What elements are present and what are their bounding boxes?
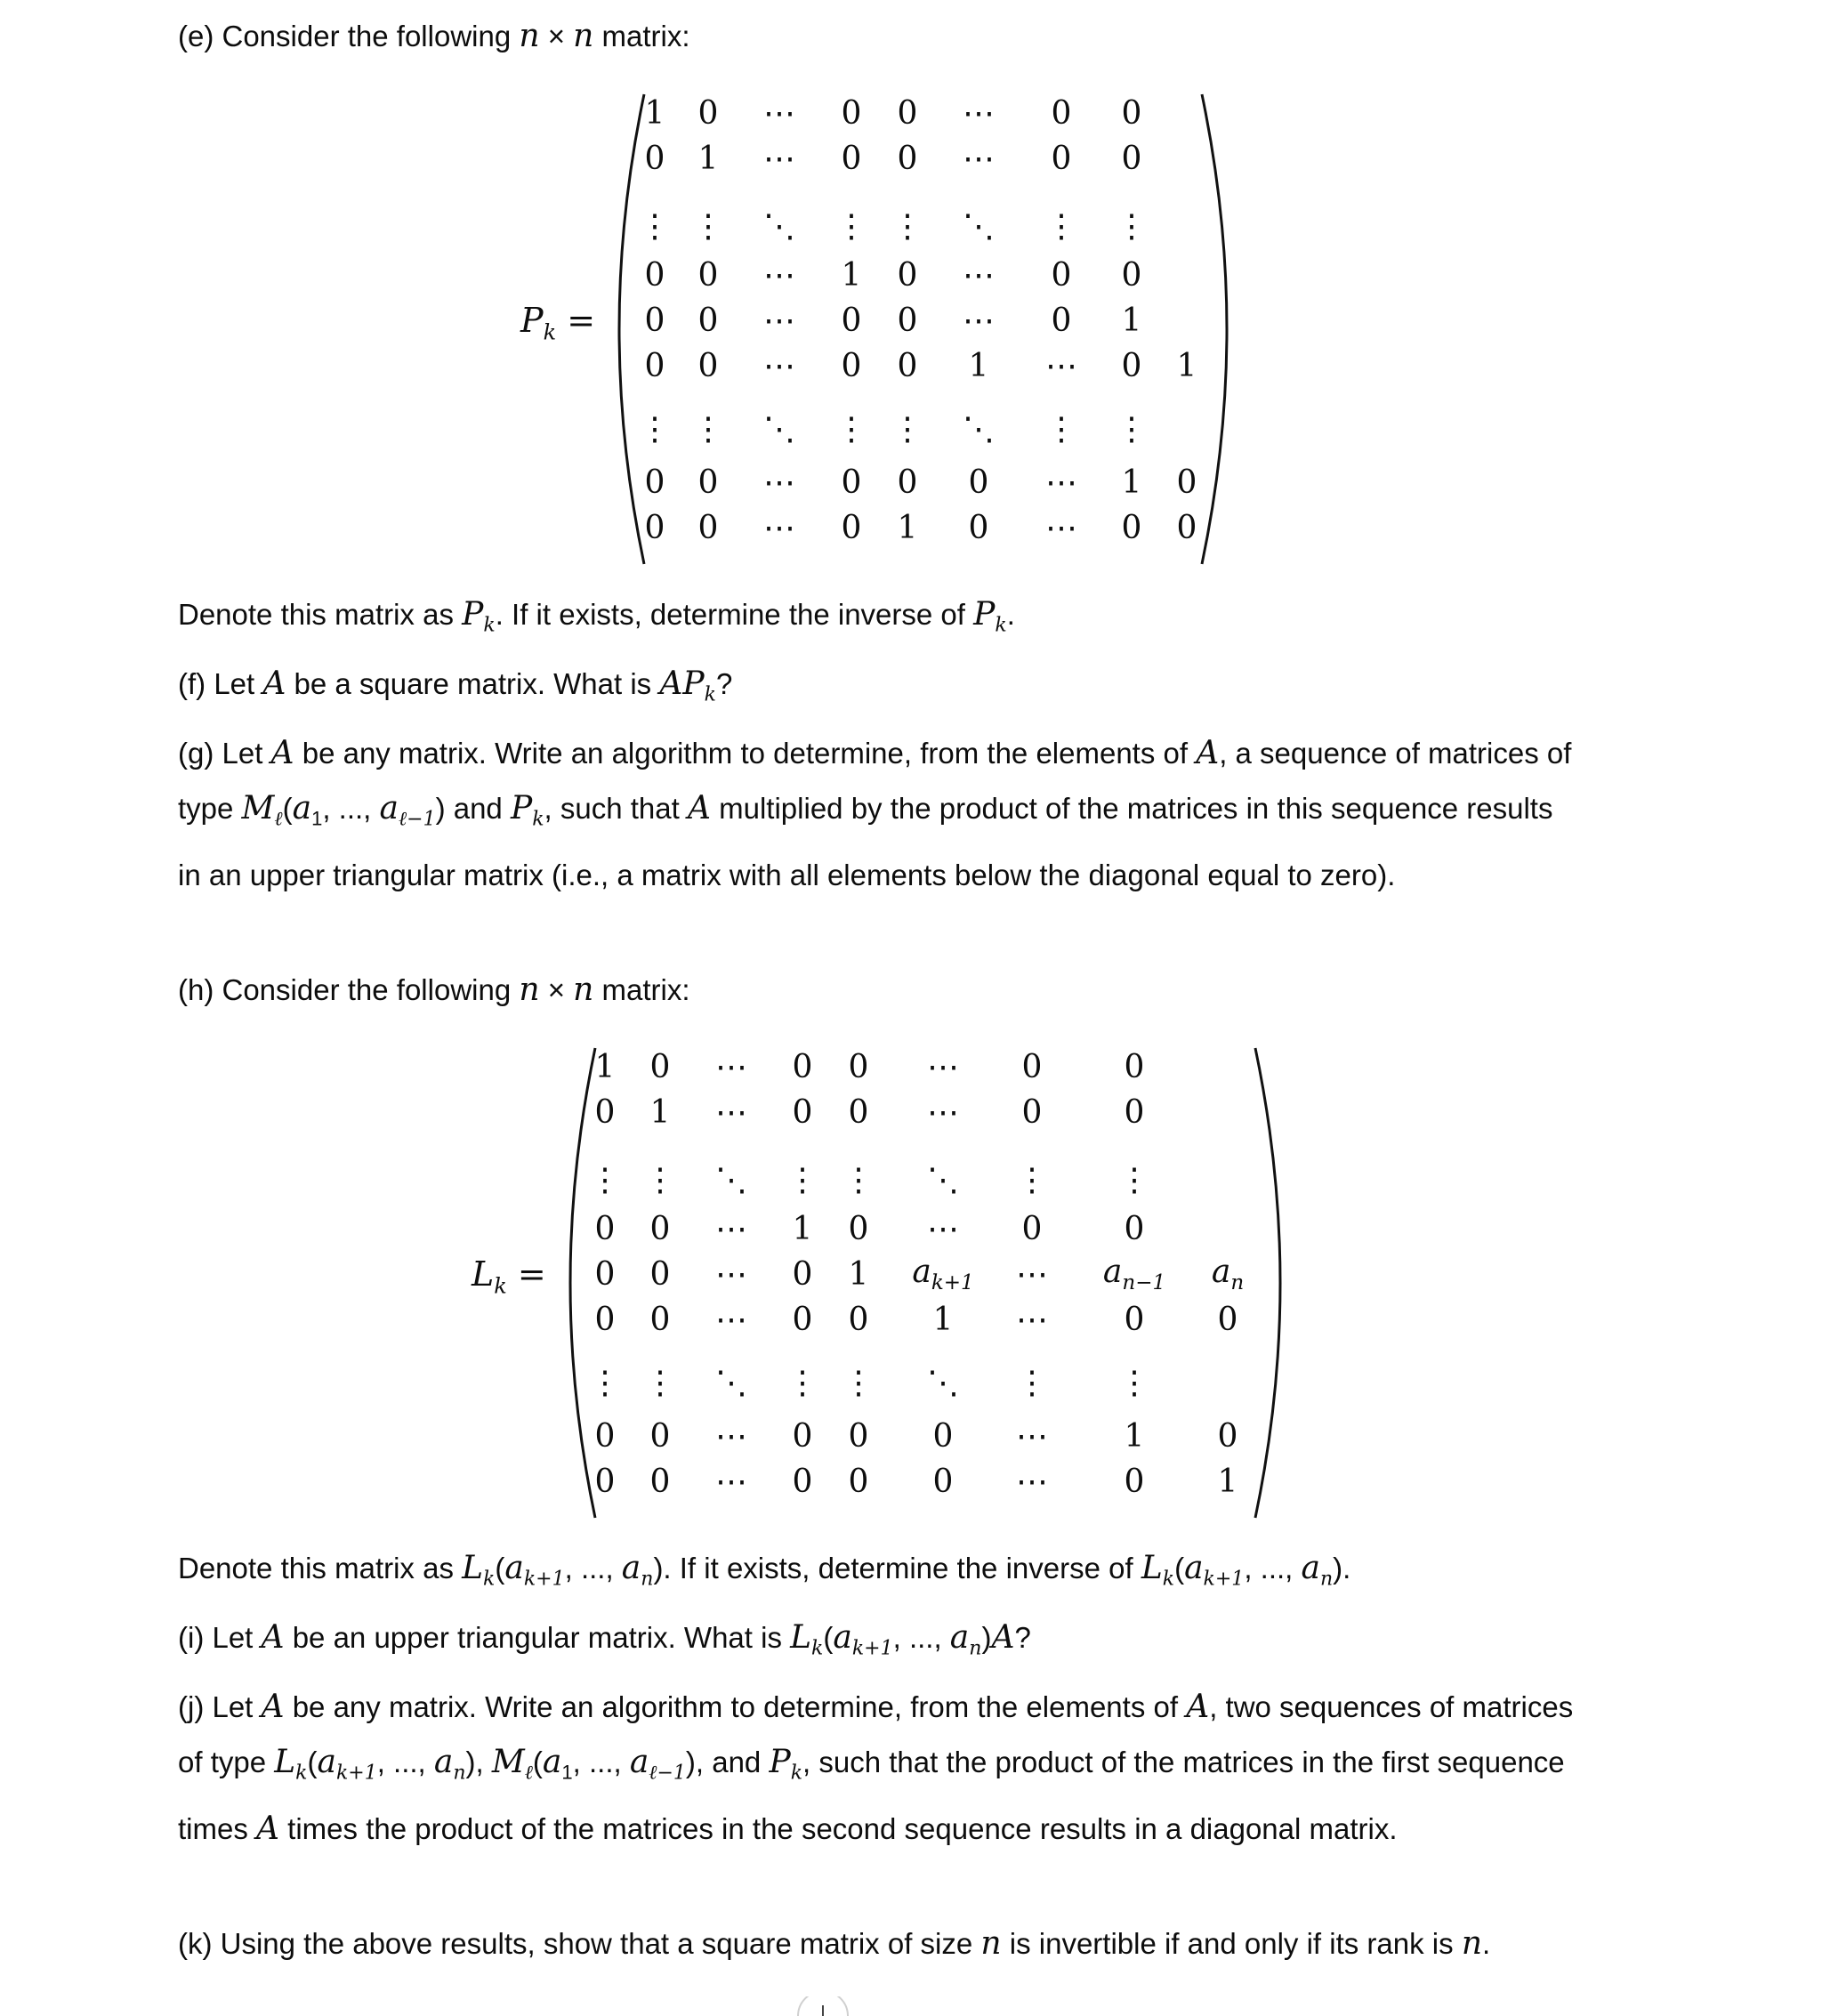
matrix-p-cell: 0	[644, 510, 665, 546]
matrix-l-cell: ⋱	[927, 1365, 959, 1401]
matrix-l-cell: 0	[1124, 1211, 1145, 1247]
part-h-after: Denote this matrix as $L_k(a_{k+1}$, ..., $a_n$). If it exists, determine the inverse of $L_k(a_{k+1}$, ..., $a_n$).	[178, 1550, 1351, 1591]
matrix-l-cell: ⋯	[927, 1049, 959, 1085]
matrix-l-cell: $a_{n-1}$	[1102, 1253, 1166, 1295]
matrix-l-cell: 0	[594, 1418, 616, 1455]
matrix-l-cell: 0	[792, 1094, 813, 1131]
matrix-p-cell: ⋯	[963, 95, 995, 132]
matrix-p-cell: 0	[841, 141, 862, 177]
matrix-l	[0, 1043, 1822, 1523]
matrix-l-cell: ⋮	[589, 1365, 621, 1401]
matrix-p-cell: ⋯	[763, 464, 795, 501]
matrix-p-cell: ⋯	[963, 257, 995, 294]
matrix-l-cell: 0	[649, 1418, 671, 1455]
matrix-l-cell: ⋯	[1016, 1302, 1048, 1338]
part-h-intro: (h) Consider the following n × n matrix:	[178, 972, 690, 1008]
matrix-p-cell: 0	[644, 141, 665, 177]
matrix-l-cell: 0	[1124, 1464, 1145, 1500]
matrix-l-cell: ⋮	[842, 1162, 875, 1198]
matrix-p-cell: 0	[1051, 141, 1072, 177]
matrix-p-cell: 0	[1051, 257, 1072, 294]
matrix-l-cell: 1	[792, 1211, 813, 1247]
matrix-l-cell: 1	[1217, 1464, 1238, 1500]
matrix-l-cell: 0	[792, 1302, 813, 1338]
matrix-p-cell: ⋮	[1045, 411, 1077, 448]
matrix-l-cell: 0	[848, 1302, 869, 1338]
matrix-l-cell: 0	[1124, 1049, 1145, 1085]
matrix-l-cell: 0	[848, 1418, 869, 1455]
matrix-l-cell: ⋯	[715, 1302, 747, 1338]
matrix-p-cell: 0	[968, 510, 989, 546]
matrix-l-cell: ⋯	[715, 1094, 747, 1131]
matrix-p-cell: 0	[968, 464, 989, 501]
matrix-p-cell: 0	[1121, 95, 1142, 132]
matrix-l-cell: 1	[848, 1256, 869, 1293]
matrix-p-cell: 0	[697, 348, 719, 384]
matrix-p-cell: ⋱	[763, 411, 795, 448]
matrix-l-cell: 0	[649, 1302, 671, 1338]
matrix-p-cell: 1	[1121, 464, 1142, 501]
matrix-p-cell: 0	[897, 464, 918, 501]
matrix-p-cell: ⋱	[963, 208, 995, 245]
matrix-p-cell: ⋮	[692, 411, 724, 448]
matrix-l-cell: 0	[792, 1418, 813, 1455]
matrix-p-cell: 1	[697, 141, 719, 177]
matrix-l-cell: ⋱	[715, 1162, 747, 1198]
part-i: (i) Let A be an upper triangular matrix. What is $L_k(a_{k+1}$, ..., $a_n)A$?	[178, 1619, 1031, 1660]
matrix-l-cell: ⋮	[1016, 1162, 1048, 1198]
matrix-p-cell: 0	[841, 348, 862, 384]
matrix-l-cell: 0	[1021, 1211, 1043, 1247]
matrix-l-cell: 0	[1021, 1049, 1043, 1085]
matrix-l-cell: 0	[594, 1256, 616, 1293]
matrix-l-cell: 0	[649, 1464, 671, 1500]
matrix-p-cell: 0	[841, 302, 862, 339]
matrix-l-cell: 0	[932, 1464, 954, 1500]
matrix-p-cell: 0	[697, 510, 719, 546]
matrix-l-cell: 0	[848, 1211, 869, 1247]
matrix-l-cell: ⋯	[715, 1418, 747, 1455]
matrix-l-cell: ⋯	[927, 1094, 959, 1131]
matrix-p-cell: ⋯	[1045, 348, 1077, 384]
matrix-p-cell: 0	[897, 141, 918, 177]
matrix-l-cell: 1	[932, 1302, 954, 1338]
matrix-l-cell: ⋱	[927, 1162, 959, 1198]
part-f: (f) Let A be a square matrix. What is $AP_k$?	[178, 665, 733, 706]
matrix-l-cell: 0	[594, 1094, 616, 1131]
matrix-l-cell: ⋯	[715, 1464, 747, 1500]
matrix-l-cell: 0	[848, 1094, 869, 1131]
part-j: (j) Let A be any matrix. Write an algorithm to determine, from the elements of A, two sequences of matrices of type $L_k(a_{k+1}$, ..., $a_n$), $M_\ell(a_1$, ..., $a_{\ell-1}$), and $P_k$, such that the product of the matrices in the first sequence times A times the product of the matrices in the second sequence results in a diagonal matrix.	[178, 1689, 1582, 1847]
matrix-p-cell: ⋯	[763, 257, 795, 294]
matrix-p-cell: ⋱	[763, 208, 795, 245]
matrix-l-cell: 0	[1124, 1302, 1145, 1338]
matrix-p-cell: ⋯	[763, 348, 795, 384]
matrix-p-cell: 0	[644, 257, 665, 294]
matrix-p-cell: ⋯	[763, 302, 795, 339]
matrix-p-cell: ⋯	[1045, 510, 1077, 546]
matrix-l-cell: ⋮	[786, 1162, 818, 1198]
matrix-p-cell: 0	[897, 257, 918, 294]
matrix-l-cell: 0	[792, 1049, 813, 1085]
matrix-l-label: $L_k$ =	[472, 1254, 546, 1299]
matrix-l-cell: 0	[649, 1049, 671, 1085]
matrix-p-cell: 0	[841, 510, 862, 546]
matrix-l-cell: 0	[594, 1464, 616, 1500]
matrix-p-cell: 1	[1176, 348, 1197, 384]
matrix-p-cell: 0	[644, 464, 665, 501]
matrix-p-cell: 0	[1176, 464, 1197, 501]
matrix-l-cell: 0	[792, 1464, 813, 1500]
matrix-l-cell: ⋮	[1118, 1365, 1150, 1401]
matrix-p-cell: 0	[1121, 257, 1142, 294]
matrix-l-cell: ⋮	[644, 1365, 676, 1401]
matrix-l-cell: $a_n$	[1211, 1253, 1245, 1295]
matrix-l-cell: $a_{k+1}$	[912, 1253, 974, 1295]
matrix-l-cell: 0	[1217, 1302, 1238, 1338]
matrix-l-cell: ⋮	[786, 1365, 818, 1401]
matrix-p-cell: ⋯	[963, 141, 995, 177]
matrix-l-cell: 1	[649, 1094, 671, 1131]
matrix-p-cell: 0	[897, 95, 918, 132]
matrix-l-cell: ⋱	[715, 1365, 747, 1401]
matrix-l-cell: 0	[649, 1256, 671, 1293]
matrix-l-cell: ⋮	[1016, 1365, 1048, 1401]
part-k: (k) Using the above results, show that a square matrix of size n is invertible if and only if its rank is n.	[178, 1925, 1491, 1962]
matrix-l-cell: ⋮	[644, 1162, 676, 1198]
matrix-p-cell: ⋮	[692, 208, 724, 245]
matrix-p-cell: 0	[1051, 95, 1072, 132]
matrix-p-cell: 0	[897, 302, 918, 339]
matrix-p-cell: ⋮	[1116, 411, 1148, 448]
matrix-l-cell: 0	[1021, 1094, 1043, 1131]
matrix-l-cell: ⋯	[927, 1211, 959, 1247]
matrix-p-cell: 0	[644, 302, 665, 339]
matrix-l-cell: 0	[792, 1256, 813, 1293]
matrix-l-cell: ⋯	[1016, 1464, 1048, 1500]
matrix-l-cell: 0	[848, 1049, 869, 1085]
matrix-p-cell: 0	[697, 302, 719, 339]
matrix-l-cell: 0	[649, 1211, 671, 1247]
matrix-p-cell: ⋮	[1045, 208, 1077, 245]
matrix-l-cell: 0	[932, 1418, 954, 1455]
matrix-l-cell: 0	[594, 1302, 616, 1338]
matrix-p-cell: 0	[1121, 141, 1142, 177]
matrix-p-cell: 0	[1121, 348, 1142, 384]
matrix-p-cell: 1	[644, 95, 665, 132]
matrix-p-cell: 0	[841, 95, 862, 132]
matrix-l-cell: ⋯	[715, 1049, 747, 1085]
matrix-l-cell: ⋮	[589, 1162, 621, 1198]
matrix-p-cell: 0	[1176, 510, 1197, 546]
matrix-l-cell: ⋯	[1016, 1418, 1048, 1455]
matrix-p-cell: ⋯	[763, 510, 795, 546]
matrix-p-cell: 0	[1121, 510, 1142, 546]
part-e-intro: (e) Consider the following n × n matrix:	[178, 18, 690, 54]
matrix-p-cell: 1	[897, 510, 918, 546]
matrix-p-cell: 0	[697, 95, 719, 132]
matrix-l-cell: 0	[1124, 1094, 1145, 1131]
matrix-l-cell: 1	[594, 1049, 616, 1085]
matrix-l-cell: ⋯	[715, 1211, 747, 1247]
part-e-after: Denote this matrix as $P_k$. If it exists, determine the inverse of $P_k$.	[178, 596, 1015, 637]
matrix-p-cell: ⋮	[835, 411, 867, 448]
matrix-p	[0, 89, 1822, 569]
matrix-p-right-paren	[1197, 89, 1232, 569]
matrix-p-cell: ⋮	[835, 208, 867, 245]
matrix-p-cell: 0	[697, 464, 719, 501]
matrix-l-cell: ⋯	[715, 1256, 747, 1293]
matrix-l-cell: 0	[1217, 1418, 1238, 1455]
matrix-p-cell: 0	[841, 464, 862, 501]
matrix-p-cell: ⋯	[1045, 464, 1077, 501]
matrix-p-cell: ⋯	[763, 95, 795, 132]
part-g: (g) Let A be any matrix. Write an algorithm to determine, from the elements of A, a sequence of matrices of type $M_\ell(a_1$, ..., $a_{\ell-1}$) and $P_k$, such that A multiplied by the product of the matrices in this sequence results in an upper triangular matrix (i.e., a matrix with all elements below the diagonal equal to zero).	[178, 735, 1580, 891]
matrix-p-cell: 1	[1121, 302, 1142, 339]
scroll-down-icon[interactable]	[796, 1996, 850, 2016]
matrix-p-cell: ⋮	[891, 208, 923, 245]
matrix-p-cell: ⋮	[891, 411, 923, 448]
matrix-l-cell: ⋮	[842, 1365, 875, 1401]
matrix-l-cell: ⋯	[1016, 1256, 1048, 1293]
matrix-p-cell: ⋯	[763, 141, 795, 177]
matrix-p-cell: 1	[841, 257, 862, 294]
matrix-p-cell: ⋯	[963, 302, 995, 339]
matrix-l-cell: ⋮	[1118, 1162, 1150, 1198]
matrix-l-cell: 0	[848, 1464, 869, 1500]
matrix-p-cell: 0	[644, 348, 665, 384]
matrix-p-cell: ⋮	[639, 411, 671, 448]
matrix-p-cell: 1	[968, 348, 989, 384]
matrix-p-cell: 0	[1051, 302, 1072, 339]
matrix-p-cell: 0	[897, 348, 918, 384]
matrix-p-cell: ⋮	[639, 208, 671, 245]
matrix-p-cell: ⋱	[963, 411, 995, 448]
matrix-p-cell: ⋮	[1116, 208, 1148, 245]
matrix-p-label: $P_k$ =	[520, 301, 596, 345]
matrix-l-cell: 1	[1124, 1418, 1145, 1455]
matrix-p-cell: 0	[697, 257, 719, 294]
matrix-l-right-paren	[1250, 1043, 1286, 1523]
matrix-l-cell: 0	[594, 1211, 616, 1247]
